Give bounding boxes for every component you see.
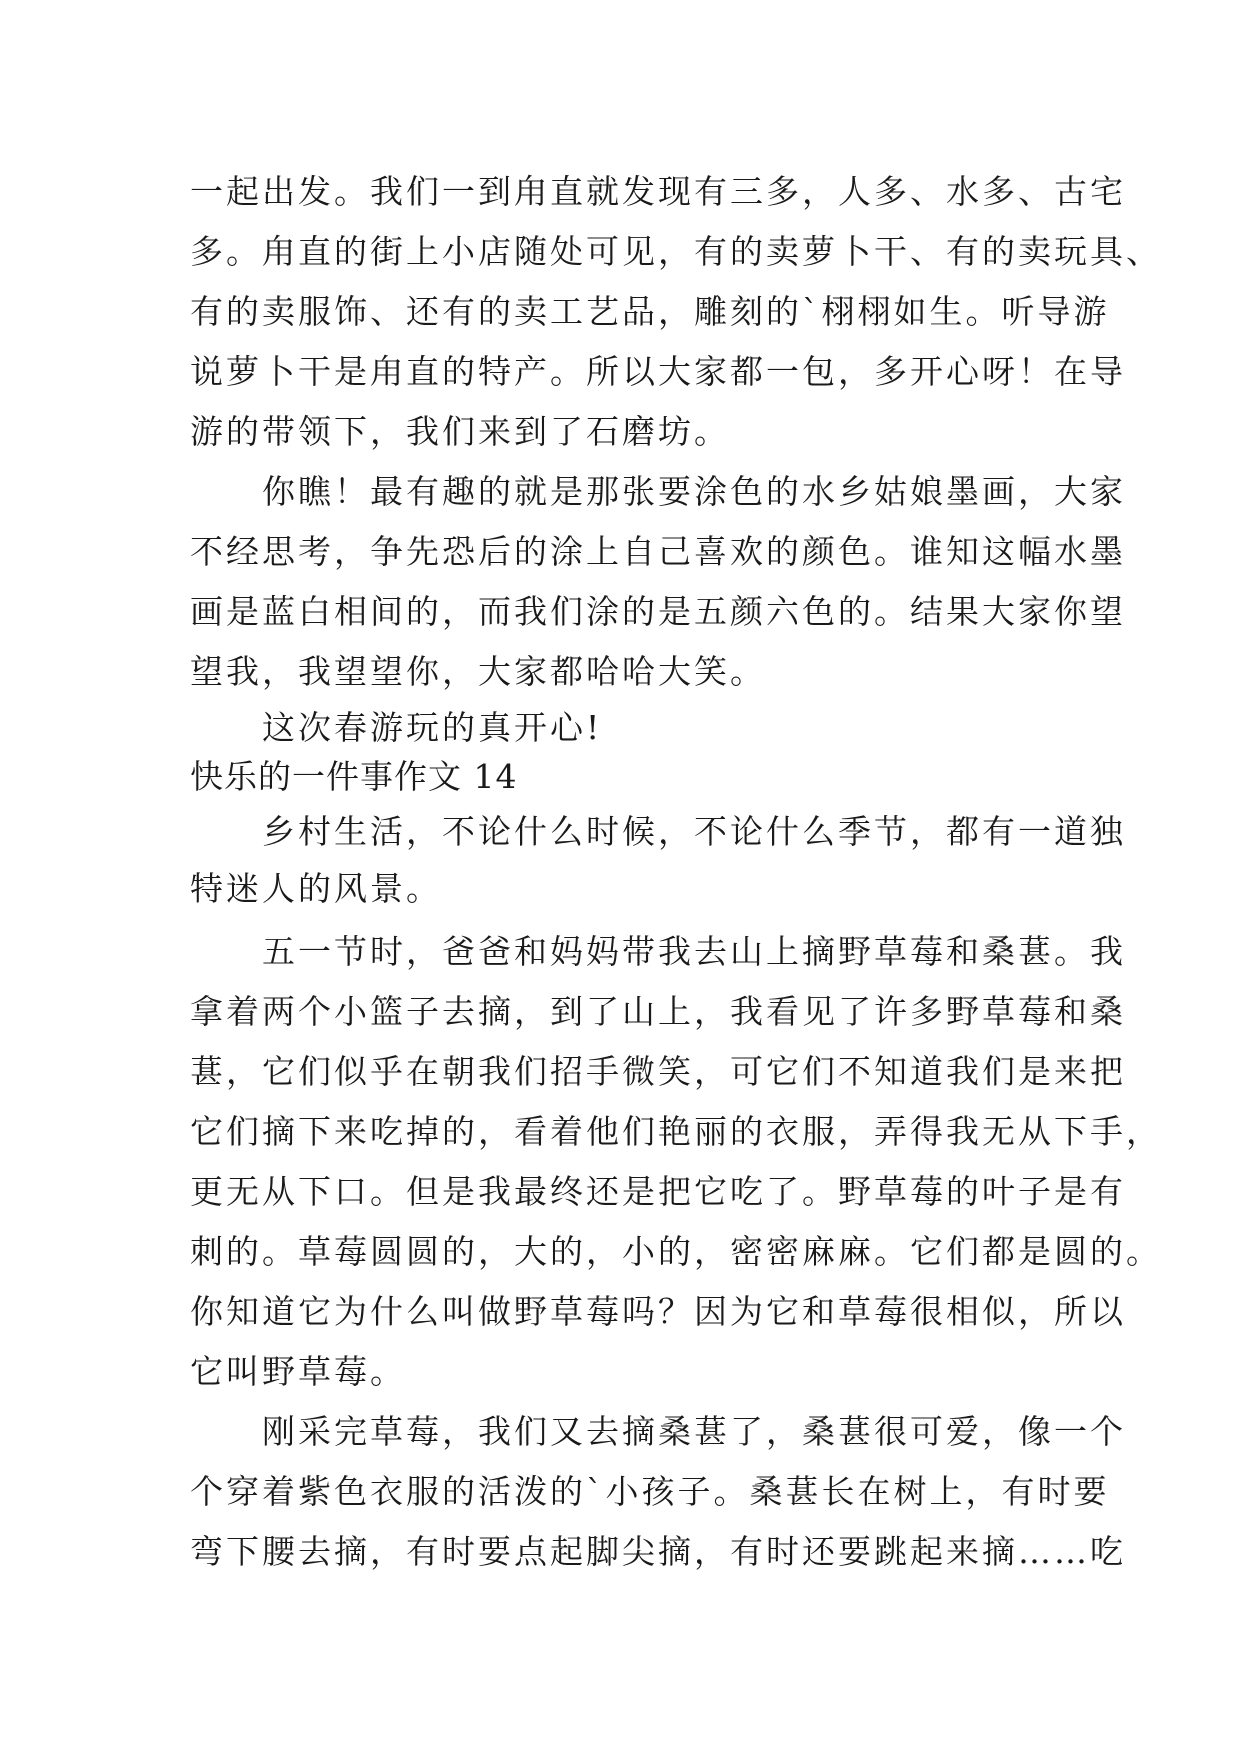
text-line: 这次春游玩的真开心!: [190, 708, 603, 747]
text-line: 你知道它为什么叫做野草莓吗？因为它和草莓很相似，所以: [190, 1292, 1126, 1331]
text-line: 刺的。草莓圆圆的，大的，小的，密密麻麻。它们都是圆的。: [190, 1232, 1162, 1271]
text-line: 游的带领下，我们来到了石磨坊。: [190, 412, 730, 451]
text-line: 望我，我望望你，大家都哈哈大笑。: [190, 652, 766, 691]
text-line: 画是蓝白相间的，而我们涂的是五颜六色的。结果大家你望: [190, 592, 1126, 631]
text-line: 弯下腰去摘，有时要点起脚尖摘，有时还要跳起来摘……吃: [190, 1532, 1126, 1571]
text-line: 不经思考，争先恐后的涂上自己喜欢的颜色。谁知这幅水墨: [190, 532, 1126, 571]
text-line: 更无从下口。但是我最终还是把它吃了。野草莓的叶子是有: [190, 1172, 1126, 1211]
text-line: 个穿着紫色衣服的活泼的`小孩子。桑葚长在树上，有时要: [190, 1472, 1110, 1511]
text-line: 有的卖服饰、还有的卖工艺品，雕刻的`栩栩如生。听导游: [190, 292, 1110, 331]
text-line: 拿着两个小篮子去摘，到了山上，我看见了许多野草莓和桑: [190, 992, 1126, 1031]
text-line: 说萝卜干是甪直的特产。所以大家都一包，多开心呀！在导: [190, 352, 1126, 391]
text-line: 乡村生活，不论什么时候，不论什么季节，都有一道独: [190, 812, 1126, 851]
section-title: 快乐的一件事作文 14: [190, 757, 518, 796]
text-line: 一起出发。我们一到甪直就发现有三多，人多、水多、古宅: [190, 172, 1126, 211]
text-line: 它们摘下来吃掉的，看着他们艳丽的衣服，弄得我无从下手，: [190, 1112, 1162, 1151]
text-line: 多。甪直的街上小店随处可见，有的卖萝卜干、有的卖玩具、: [190, 232, 1162, 271]
text-line: 你瞧！最有趣的就是那张要涂色的水乡姑娘墨画，大家: [190, 472, 1126, 511]
text-line: 特迷人的风景。: [190, 869, 442, 908]
text-line: 它叫野草莓。: [190, 1352, 406, 1391]
text-line: 刚采完草莓，我们又去摘桑葚了，桑葚很可爱，像一个: [190, 1412, 1126, 1451]
text-line: 五一节时，爸爸和妈妈带我去山上摘野草莓和桑葚。我: [190, 932, 1126, 971]
text-line: 葚，它们似乎在朝我们招手微笑，可它们不知道我们是来把: [190, 1052, 1126, 1091]
